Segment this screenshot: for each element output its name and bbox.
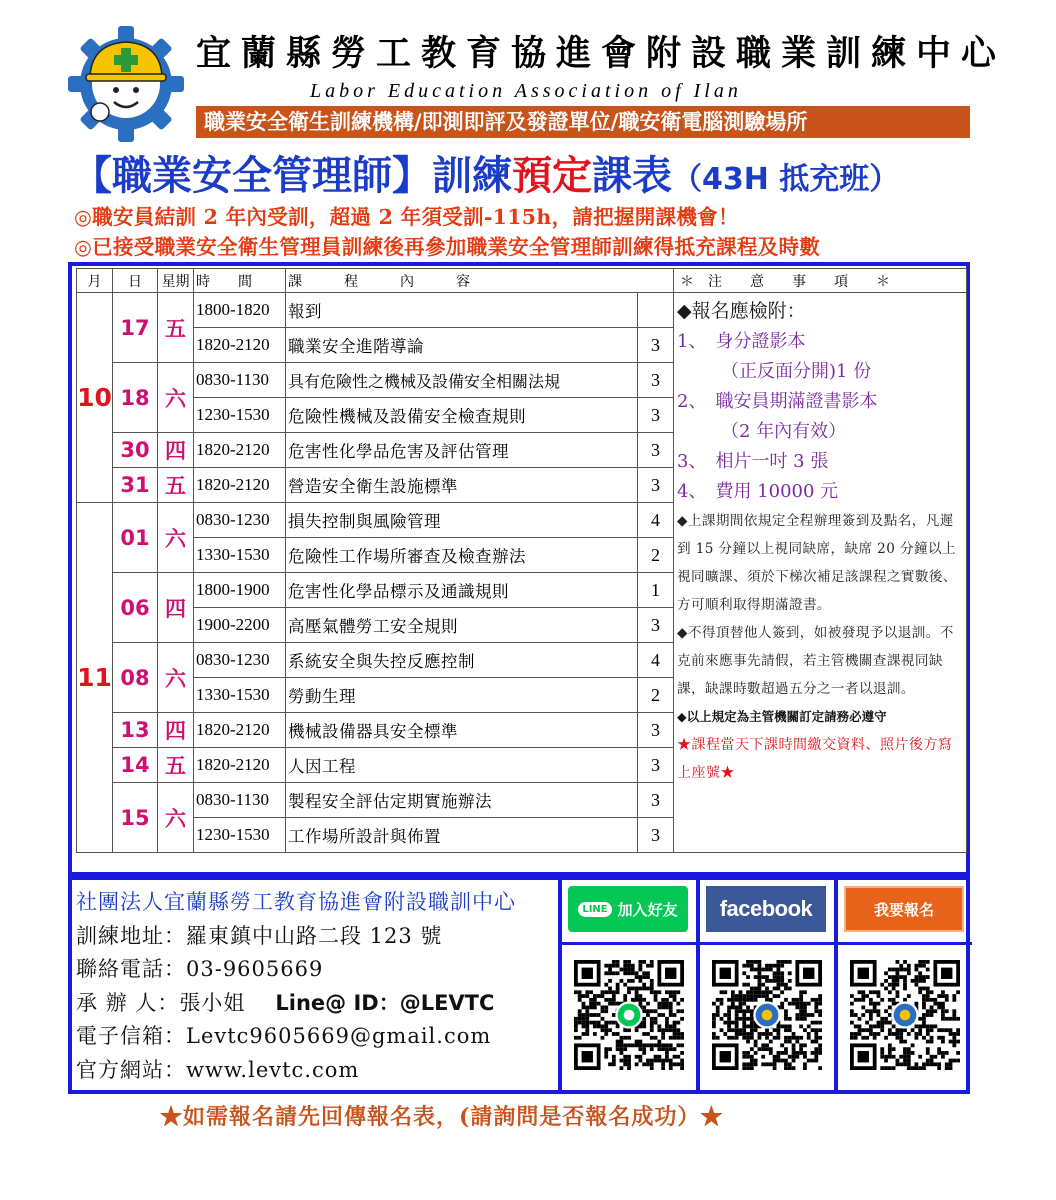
weekday-cell: 五 [158,748,194,783]
course-cell: 系統安全與失控反應控制 [286,643,638,678]
day-cell: 17 [113,293,158,363]
time-cell: 1330-1530 [194,678,286,713]
organization-name-zh: 宜蘭縣勞工教育協進會附設職業訓練中心 [196,33,1007,74]
header-notes: ＊ 注 意 事 項 ＊ [674,269,967,293]
weekday-cell: 四 [158,713,194,748]
course-cell: 危險性機械及設備安全檢查規則 [286,398,638,433]
header-month: 月 [77,269,113,293]
register-panel [838,880,972,1090]
organization-tagline: 職業安全衛生訓練機構/即測即評及發證單位/職安衛電腦測驗場所 [196,106,970,138]
time-cell: 1800-1900 [194,573,286,608]
course-cell: 危險性工作場所審查及檢查辦法 [286,538,638,573]
day-cell: 14 [113,748,158,783]
course-cell: 危害性化學品危害及評估管理 [286,433,638,468]
notes-compliance: ◆以上規定為主管機關訂定請務必遵守 [677,709,887,724]
weekday-cell: 四 [158,433,194,468]
course-cell: 高壓氣體勞工安全規則 [286,608,638,643]
hours-cell: 3 [638,783,674,818]
course-cell: 危害性化學品標示及通識規則 [286,573,638,608]
time-cell: 1900-2200 [194,608,286,643]
hours-cell: 3 [638,363,674,398]
header-course: 課 程 內 容 [286,269,674,293]
time-cell: 1800-1820 [194,293,286,328]
weekday-cell: 六 [158,503,194,573]
time-cell: 0830-1130 [194,783,286,818]
time-cell: 1820-2120 [194,328,286,363]
facebook-button[interactable]: facebook [706,886,826,932]
hours-cell [638,293,674,328]
line-qr-code[interactable] [574,960,684,1070]
time-cell: 1820-2120 [194,748,286,783]
title-class-type: （43H 抵充班） [672,162,900,197]
notes-item: （2 年內有效） [721,421,847,442]
weekday-cell: 六 [158,783,194,853]
weekday-cell: 六 [158,643,194,713]
hours-cell: 3 [638,433,674,468]
header-weekday: 星期 [158,269,194,293]
time-cell: 1820-2120 [194,713,286,748]
course-cell: 營造安全衛生設施標準 [286,468,638,503]
schedule-table [76,268,967,853]
title-schedule: 課表 [592,153,672,199]
contact-organization: 社團法人宜蘭縣勞工教育協進會附設職訓中心 [76,890,516,914]
day-cell: 31 [113,468,158,503]
hours-cell: 4 [638,503,674,538]
notes-item: 4、 費用 10000 元 [677,481,839,502]
course-cell: 製程安全評估定期實施辦法 [286,783,638,818]
day-cell: 15 [113,783,158,853]
notes-required-docs-heading: ◆報名應檢附： [677,300,806,322]
contact-website: 官方網站：www.levtc.com [76,1057,360,1082]
line-panel [562,880,696,1090]
time-cell: 1230-1530 [194,818,286,853]
line-add-friend-label: 加入好友 [617,900,678,919]
organization-logo [66,24,186,144]
course-cell: 人因工程 [286,748,638,783]
course-cell: 損失控制與風險管理 [286,503,638,538]
day-cell: 08 [113,643,158,713]
hours-cell: 3 [638,713,674,748]
hours-cell: 3 [638,468,674,503]
time-cell: 1330-1530 [194,538,286,573]
month-cell: 10 [77,293,113,503]
time-cell: 1230-1530 [194,398,286,433]
contact-handler: 承 辦 人：張小姐 [76,990,246,1015]
header-time: 時 間 [194,269,286,293]
course-cell: 工作場所設計與佈置 [286,818,638,853]
notes-submission: ★課程當天下課時間繳交資料、照片後方寫上座號★ [677,737,953,781]
notes-cell [674,293,967,853]
line-icon: LINE [578,902,611,917]
course-cell: 具有危險性之機械及設備安全相關法規 [286,363,638,398]
hours-cell: 3 [638,818,674,853]
hours-cell: 4 [638,643,674,678]
day-cell: 18 [113,363,158,433]
hours-cell: 2 [638,678,674,713]
day-cell: 30 [113,433,158,468]
facebook-qr-code[interactable] [712,960,822,1070]
notes-attendance-rule: ◆上課期間依規定全程辦理簽到及點名，凡遲到 15 分鐘以上視同缺席，缺席 20 分鐘以上視同曠課、須於下梯次補足該課程之實數後、方可順利取得期滿證書。 [677,513,957,613]
notes-item: 1、 身分證影本 [677,331,806,352]
weekday-cell: 六 [158,363,194,433]
day-cell: 06 [113,573,158,643]
table-row [77,293,967,328]
notes-item: 3、 相片一吋 3 張 [677,451,829,472]
hours-cell: 3 [638,328,674,363]
hours-cell: 3 [638,398,674,433]
contact-info [76,886,558,1087]
contact-handler-row [76,987,558,1021]
notes-item: 2、 職安員期滿證書影本 [677,391,878,412]
notes-item: （正反面分開)1 份 [721,361,872,382]
contact-email: 電子信箱：Levtc9605669@gmail.com [76,1024,492,1048]
register-qr-code[interactable] [850,960,960,1070]
weekday-cell: 五 [158,293,194,363]
organization-name-en: Labor Education Association of Ilan [310,80,742,102]
notes-signin-rule: ◆不得頂替他人簽到，如被發現予以退訓。不克前來應事先請假，若主管機關查課視同缺課，缺課時數超過五分之一者以退訓。 [677,625,954,697]
hours-cell: 3 [638,748,674,783]
time-cell: 1820-2120 [194,468,286,503]
weekday-cell: 五 [158,468,194,503]
notice-credit: ◎已接受職業安全衛生管理員訓練後再參加職業安全管理師訓練得抵充課程及時數 [74,235,821,259]
contact-phone: 聯絡電話：03-9605669 [76,957,324,981]
facebook-panel [700,880,834,1090]
hours-cell: 3 [638,608,674,643]
divider [700,942,834,945]
line-add-friend-button[interactable] [568,886,688,932]
time-cell: 0830-1230 [194,503,286,538]
day-cell: 01 [113,503,158,573]
title-course-name: 【職業安全管理師】訓練 [72,153,512,199]
page-title [72,144,972,200]
course-cell: 報到 [286,293,638,328]
hours-cell: 2 [638,538,674,573]
footer-registration-note: ★如需報名請先回傳報名表，(請詢問是否報名成功）★ [160,1104,724,1130]
divider [838,942,972,945]
time-cell: 0830-1230 [194,643,286,678]
hours-cell: 1 [638,573,674,608]
contact-address: 訓練地址：羅東鎮中山路二段 123 號 [76,923,443,948]
table-header [77,269,967,293]
contact-line-id: Line@ ID：@LEVTC [275,990,495,1015]
weekday-cell: 四 [158,573,194,643]
title-tentative: 預定 [512,153,592,199]
divider [562,942,696,945]
time-cell: 0830-1130 [194,363,286,398]
course-cell: 機械設備器具安全標準 [286,713,638,748]
course-cell: 勞動生理 [286,678,638,713]
time-cell: 1820-2120 [194,433,286,468]
contact-frame [68,876,970,1094]
day-cell: 13 [113,713,158,748]
notice-retraining: ◎職安員結訓 2 年內受訓，超過 2 年須受訓-115h，請把握開課機會！ [74,205,739,229]
header-day: 日 [113,269,158,293]
schedule-frame [68,262,970,876]
register-button[interactable]: 我要報名 [844,886,964,932]
month-cell: 11 [77,503,113,853]
course-cell: 職業安全進階導論 [286,328,638,363]
